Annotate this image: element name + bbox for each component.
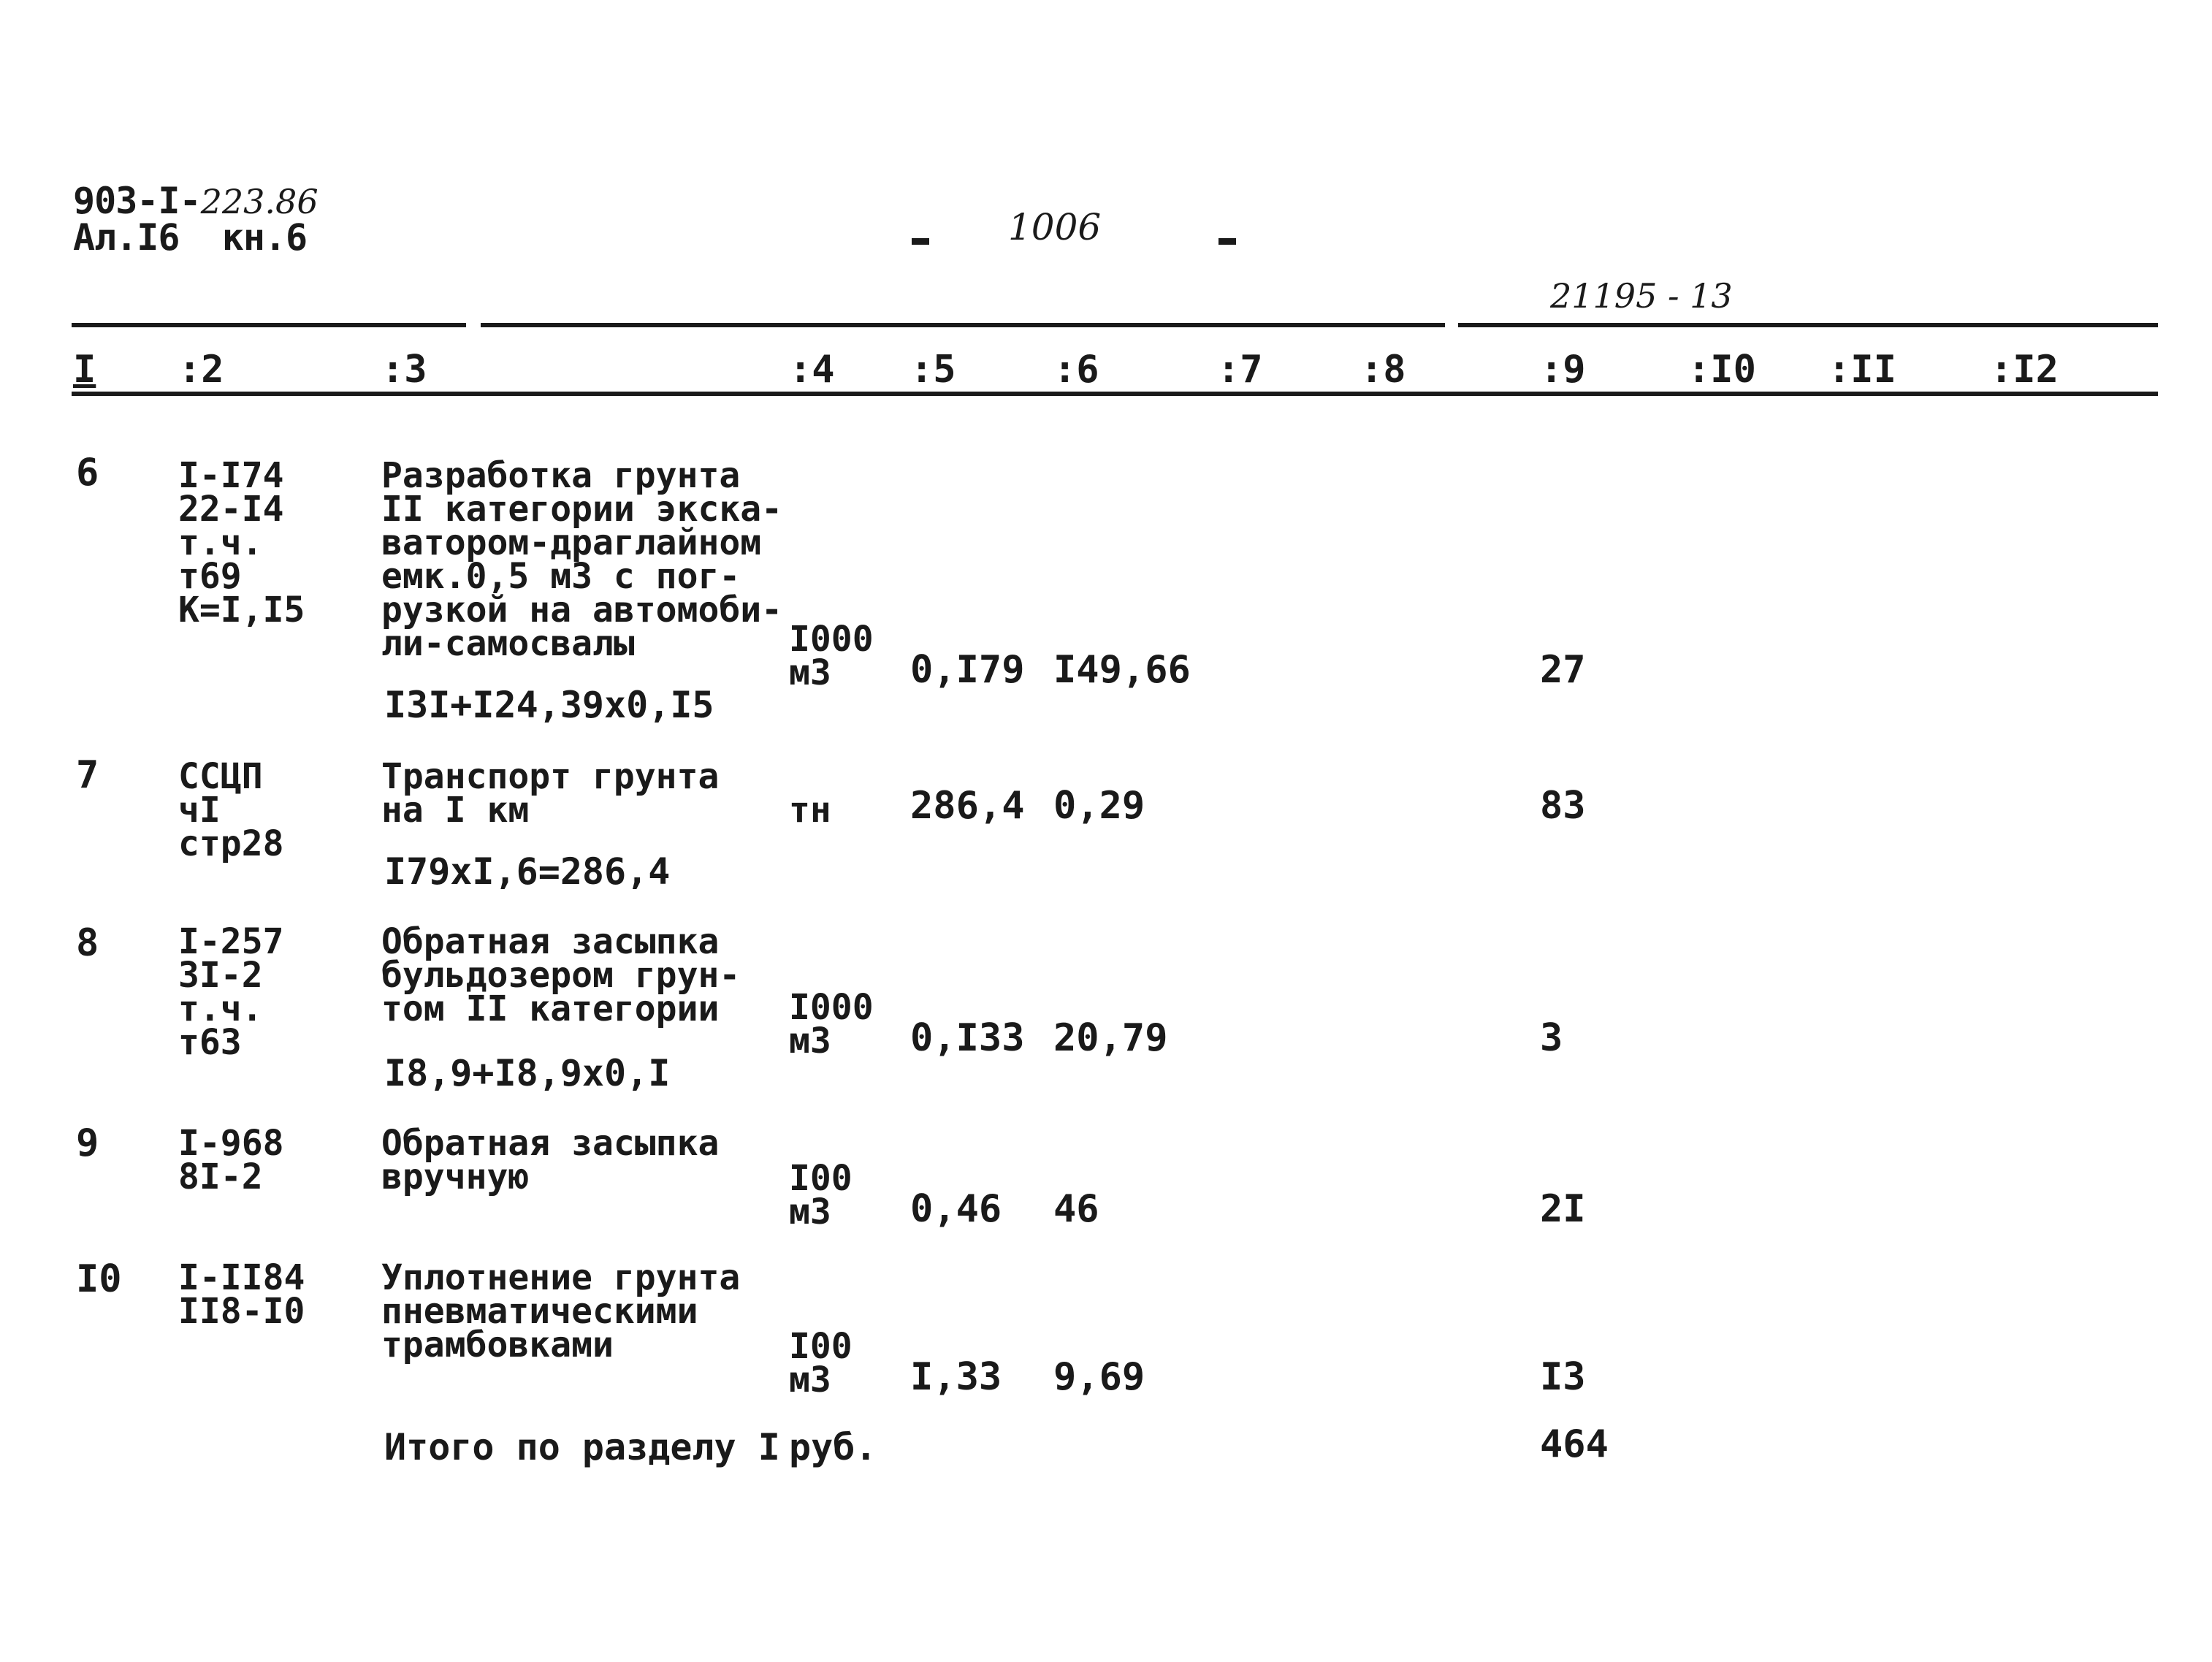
unit: I000 м3	[789, 987, 874, 1061]
section-total-label: Итого по разделу I	[384, 1426, 780, 1468]
quantity-formula: I3I+I24,39х0,I5	[384, 684, 714, 726]
work-description: Транспорт грунта на I км	[381, 756, 720, 831]
unit-price: 9,69	[1053, 1355, 1145, 1399]
table-header-bottom-rule	[72, 392, 2158, 396]
norm-code: I-II84 II8-I0	[178, 1257, 305, 1332]
column-header-5: :5	[910, 348, 956, 392]
quantity-formula: I8,9+I8,9х0,I	[384, 1052, 671, 1094]
unit: I000 м3	[789, 619, 874, 693]
page-number: 1006	[1008, 206, 1102, 248]
unit-price: I49,66	[1053, 648, 1191, 692]
document-code-handwritten: 223.86	[200, 182, 319, 221]
section-total-unit: руб.	[789, 1426, 877, 1468]
column-header-4: :4	[789, 348, 835, 392]
column-header-9: :9	[1540, 348, 1586, 392]
row-number: 9	[76, 1121, 99, 1165]
total-cost: 2I	[1540, 1187, 1586, 1231]
document-code	[73, 180, 319, 222]
total-cost: 3	[1540, 1016, 1563, 1060]
norm-code: I-257 3I-2 т.ч. т63	[178, 921, 284, 1063]
column-header-10: :I0	[1687, 348, 1756, 392]
unit-price: 20,79	[1053, 1016, 1168, 1060]
album-reference: Ал.I6 кн.6	[73, 216, 308, 259]
norm-code: I-I74 22-I4 т.ч. т69 К=I,I5	[178, 455, 305, 630]
quantity: I,33	[910, 1355, 1002, 1399]
total-cost: 27	[1540, 648, 1586, 692]
total-cost: 83	[1540, 784, 1586, 828]
column-header-8: :8	[1360, 348, 1406, 392]
norm-code: I-968 8I-2	[178, 1123, 284, 1197]
quantity: 0,46	[910, 1187, 1002, 1231]
row-number: 7	[76, 753, 99, 797]
work-description: Уплотнение грунта пневматическими трамбовками	[381, 1257, 741, 1365]
column-header-12: :I2	[1990, 348, 2059, 392]
table-top-rule-middle	[481, 323, 1445, 327]
unit: I00 м3	[789, 1158, 853, 1232]
work-description: Обратная засыпка вручную	[381, 1123, 720, 1197]
norm-code: ССЦП чI стр28	[178, 756, 284, 864]
quantity: 0,I79	[910, 648, 1025, 692]
column-header-1: I	[73, 348, 96, 392]
unit: тн	[789, 790, 831, 831]
work-description: Обратная засыпка бульдозером грун- том II категории	[381, 921, 741, 1029]
total-cost: I3	[1540, 1355, 1586, 1399]
column-header-7: :7	[1217, 348, 1263, 392]
unit-price: 46	[1053, 1187, 1099, 1231]
table-top-rule-right	[1458, 323, 2158, 327]
section-total-value: 464	[1540, 1422, 1609, 1466]
column-header-6: :6	[1053, 348, 1099, 392]
row-number: 6	[76, 451, 99, 495]
inventory-stamp: 21195 - 13	[1550, 276, 1733, 316]
quantity-formula: I79хI,6=286,4	[384, 850, 671, 893]
column-header-3: :3	[381, 348, 427, 392]
table-top-rule-left	[72, 323, 466, 327]
unit-price: 0,29	[1053, 784, 1145, 828]
unit: I00 м3	[789, 1326, 853, 1400]
quantity: 0,I33	[910, 1016, 1025, 1060]
row-number: 8	[76, 921, 99, 965]
page-number-left-dash	[912, 238, 929, 245]
document-code-prefix: 903-I-	[73, 180, 201, 222]
work-description: Разработка грунта II категории экска- ватором-драглайном емк.0,5 м3 с пог- рузкой на автомоби- ли-самосвалы	[381, 455, 783, 664]
page-number-right-dash	[1218, 238, 1236, 245]
column-header-11: :II	[1828, 348, 1896, 392]
row-number: I0	[76, 1257, 122, 1301]
quantity: 286,4	[910, 784, 1025, 828]
column-header-2: :2	[178, 348, 224, 392]
